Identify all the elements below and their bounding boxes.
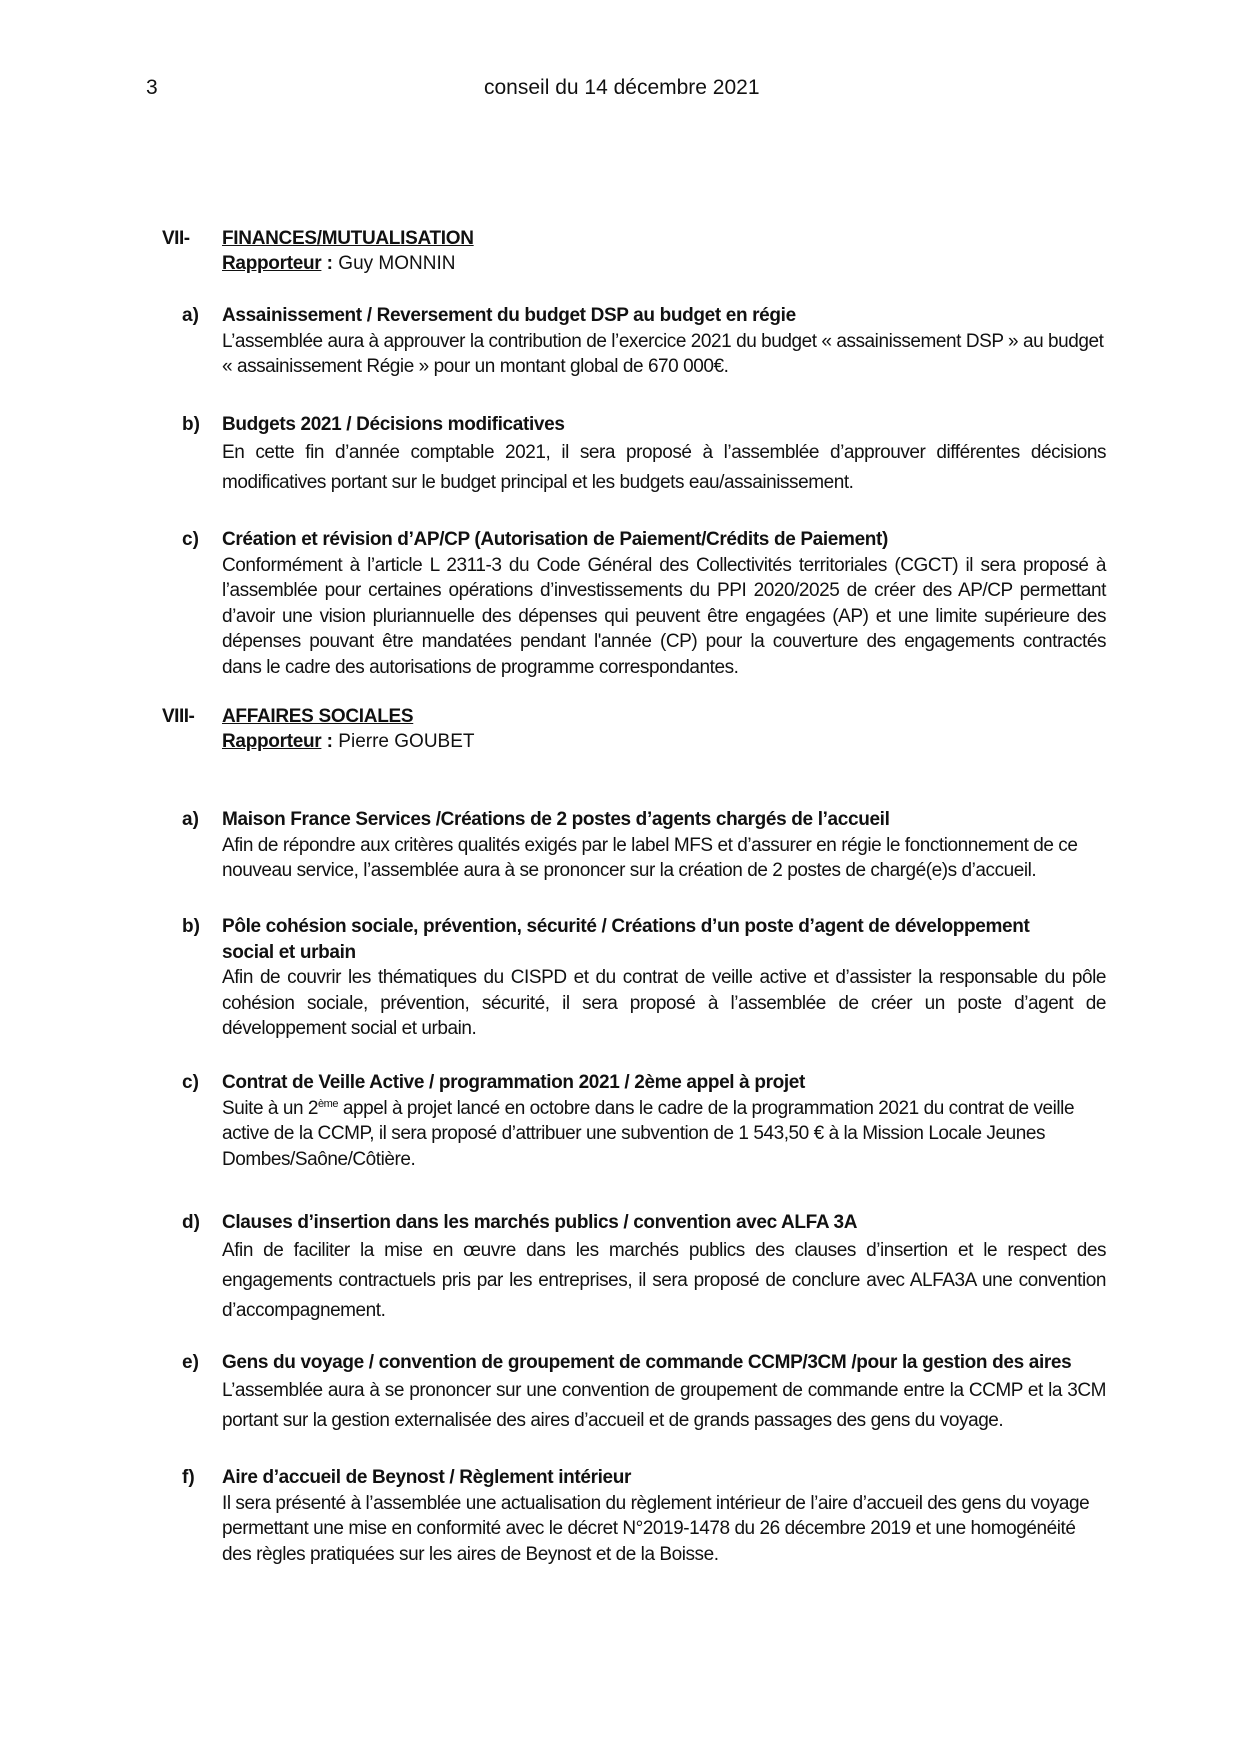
item-letter: b) — [182, 414, 200, 435]
item-letter: a) — [182, 809, 199, 830]
agenda-item — [182, 1465, 1106, 1567]
section-number: VII- — [162, 228, 190, 249]
agenda-item — [182, 914, 1106, 1042]
section-heading — [162, 226, 1102, 251]
rapporteur-colon: : — [321, 253, 334, 274]
item-body: Afin de couvrir les thématiques du CISPD et du contrat de veille active et d’assister la responsable du pôle cohésion sociale, prévention, sécurité, il sera proposé à l’assemblée de créer un poste d’agent de développement social et urbain. — [222, 967, 1106, 1039]
agenda-item — [182, 412, 1106, 498]
item-body: L’assemblée aura à se prononcer sur une convention de groupement de commande entre la CCMP et la 3CM portant sur la gestion externalisée des aires d’accueil et de grands passages des gens du voyage. — [222, 1379, 1106, 1431]
page-header — [0, 76, 1240, 106]
rapporteur-colon: : — [321, 731, 334, 752]
agenda-item — [182, 303, 1106, 380]
item-body: En cette fin d’année comptable 2021, il sera proposé à l’assemblée d’approuver différentes décisions modificatives portant sur le budget principal et les budgets eau/assainissement. — [222, 441, 1106, 493]
rapporteur — [222, 729, 1102, 754]
rapporteur-name: Pierre GOUBET — [333, 731, 475, 752]
item-title: Gens du voyage / convention de groupement de commande CCMP/3CM /pour la gestion des aires — [222, 1352, 1072, 1373]
item-body: Il sera présenté à l’assemblée une actualisation du règlement intérieur de l’aire d’accueil des gens du voyage permettant une mise en conformité avec le décret N°2019-1478 du 26 décembre 2019 et une homogénéité des règles pratiquées sur les aires de Beynost et de la Boisse. — [222, 1492, 1090, 1565]
section-number: VIII- — [162, 706, 195, 727]
item-title: Création et révision d’AP/CP (Autorisation de Paiement/Crédits de Paiement) — [222, 529, 888, 550]
item-body — [222, 1096, 1106, 1173]
item-body: L’assemblée aura à approuver la contribution de l’exercice 2021 du budget « assainissement DSP » au budget « assainissement Régie » pour un montant global de 670 000€. — [222, 330, 1104, 377]
item-letter: e) — [182, 1352, 199, 1373]
item-body-text: appel à projet lancé en octobre dans le cadre de la programmation 2021 du contrat de veille active de la CCMP, il sera proposé d’attribuer une subvention de 1 543,50 € à la Mission Locale Jeunes Dombes/Saône/Côtière. — [222, 1097, 1075, 1170]
agenda-item — [182, 1350, 1106, 1436]
agenda-item — [182, 1070, 1106, 1172]
item-letter: f) — [182, 1467, 195, 1488]
section-finances — [162, 226, 1102, 276]
item-body: Afin de répondre aux critères qualités exigés par le label MFS et d’assurer en régie le fonctionnement de ce nouveau service, l’assemblée aura à se prononcer sur la création de 2 postes de chargé(e)s d’accueil. — [222, 834, 1078, 881]
item-title: Clauses d’insertion dans les marchés publics / convention avec ALFA 3A — [222, 1212, 858, 1233]
item-title: Budgets 2021 / Décisions modificatives — [222, 414, 565, 435]
page-title: conseil du 14 décembre 2021 — [484, 76, 760, 99]
agenda-item — [182, 807, 1106, 884]
item-title: Pôle cohésion sociale, prévention, sécurité / Créations d’un poste d’agent de développement social et urbain — [222, 916, 1030, 963]
item-body: Afin de faciliter la mise en œuvre dans les marchés publics des clauses d’insertion et le respect des engagements contractuels pris par les entreprises, il sera proposé de conclure avec ALFA3A une convention d’accompagnement. — [222, 1239, 1106, 1321]
item-title: Aire d’accueil de Beynost / Règlement intérieur — [222, 1467, 632, 1488]
item-letter: c) — [182, 1072, 199, 1093]
rapporteur-label: Rapporteur — [222, 253, 322, 274]
page-number: 3 — [146, 76, 158, 99]
rapporteur — [222, 251, 1102, 276]
item-title: Maison France Services /Créations de 2 postes d’agents chargés de l’accueil — [222, 809, 890, 830]
section-title: FINANCES/MUTUALISATION — [222, 228, 474, 249]
item-letter: b) — [182, 916, 200, 937]
section-heading — [162, 704, 1102, 729]
section-title: AFFAIRES SOCIALES — [222, 706, 414, 727]
item-title: Contrat de Veille Active / programmation 2021 / 2ème appel à projet — [222, 1072, 805, 1093]
agenda-item — [182, 527, 1106, 680]
agenda-item — [182, 1210, 1106, 1326]
item-body: Conformément à l’article L 2311-3 du Code Général des Collectivités territoriales (CGCT) il sera proposé à l’assemblée pour certaines opérations d’investissements du PPI 2020/2025 de créer des AP/CP permettant d’avoir une vision pluriannuelle des dépenses qui peuvent être engagées (AP) et une limite supérieure des dépenses pouvant être mandatées pendant l'année (CP) pour la couverture des engagements contractés dans le cadre des autorisations de programme correspondantes. — [222, 554, 1106, 678]
rapporteur-label: Rapporteur — [222, 731, 322, 752]
item-letter: d) — [182, 1212, 200, 1233]
item-letter: a) — [182, 305, 199, 326]
item-letter: c) — [182, 529, 199, 550]
ordinal-superscript: ème — [318, 1097, 339, 1110]
item-body-text: Suite à un 2 — [222, 1097, 319, 1119]
rapporteur-name: Guy MONNIN — [333, 253, 456, 274]
section-affaires-sociales — [162, 704, 1102, 754]
item-title: Assainissement / Reversement du budget DSP au budget en régie — [222, 305, 796, 326]
